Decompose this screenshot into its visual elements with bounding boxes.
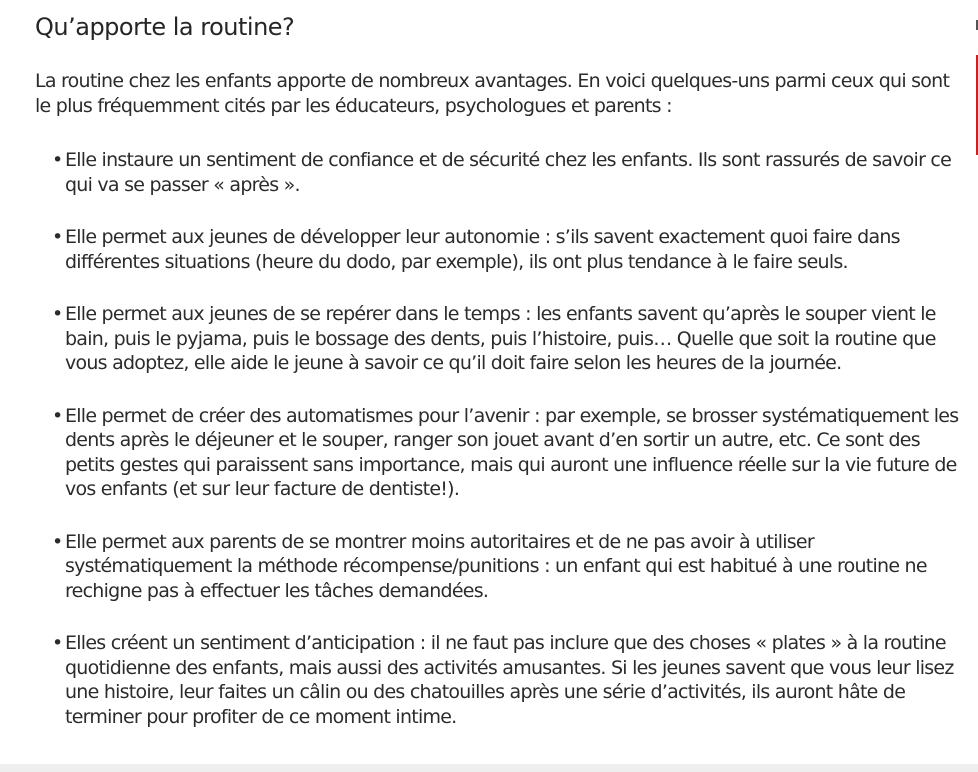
section-heading: Qu’apporte la routine? [35,13,295,41]
list-item [35,631,960,729]
bullet-icon: • [52,226,63,248]
list-item [35,225,960,274]
bottom-divider [0,764,978,772]
list-item [35,530,960,604]
list-item-text: Elles créent un sentiment d’anticipation : il ne faut pas inclure que des choses « plates » à la routine quotidienne des enfants, mais aussi des activités amusantes. Si les jeunes savent que vous leur lisez une histoire, leur faites un câlin ou des chatouilles après une série d’activités, ils auront hâte de terminer pour profiter de ce moment intime. [65,632,954,728]
list-item-text: Elle permet aux parents de se montrer moins autoritaires et de ne pas avoir à utiliser systématiquement la méthode récompense/punitions : un enfant qui est habitué à une routine ne rechigne pas à effectuer les tâches demandées. [65,530,927,602]
bullet-icon: • [52,632,63,654]
list-item [35,302,960,376]
benefits-list [35,148,960,729]
intro-paragraph: La routine chez les enfants apporte de nombreux avantages. En voici quelques-uns parmi ceux qui sont le plus fréquemment cités par les éducateurs, psychologues et parents : [35,70,950,117]
list-item-text: Elle instaure un sentiment de confiance et de sécurité chez les enfants. Ils sont rassurés de savoir ce qui va se passer « après ». [65,149,952,196]
article-content [35,10,960,757]
list-item [35,404,960,502]
bullet-icon: • [52,303,63,325]
bullet-icon: • [52,530,63,553]
list-item-text: Elle permet de créer des automatismes pour l’avenir : par exemple, se brosser systématiquement les dents après le déjeuner et le souper, ranger son jouet avant d’en sortir un autre, etc. Ce sont des petits gestes qui paraissent sans importance, mais qui auront une influence réelle sur la vie future de vos enfants (et sur leur facture de dentiste!). [65,404,959,500]
list-item-text: Elle permet aux jeunes de développer leur autonomie : s’ils savent exactement quoi faire dans différentes situations (heure du dodo, par exemple), ils ont plus tendance à le faire seuls. [65,226,900,273]
list-item-text: Elle permet aux jeunes de se repérer dans le temps : les enfants savent qu’après le souper vient le bain, puis le pyjama, puis le bossage des dents, puis l’histoire, puis… Quelle que soit la routine que vous adoptez, elle aide le jeune à savoir ce qu’il doit faire selon les heures de la journée. [65,303,936,374]
bullet-icon: • [52,149,63,171]
bullet-icon: • [52,404,63,427]
list-item [35,148,960,197]
